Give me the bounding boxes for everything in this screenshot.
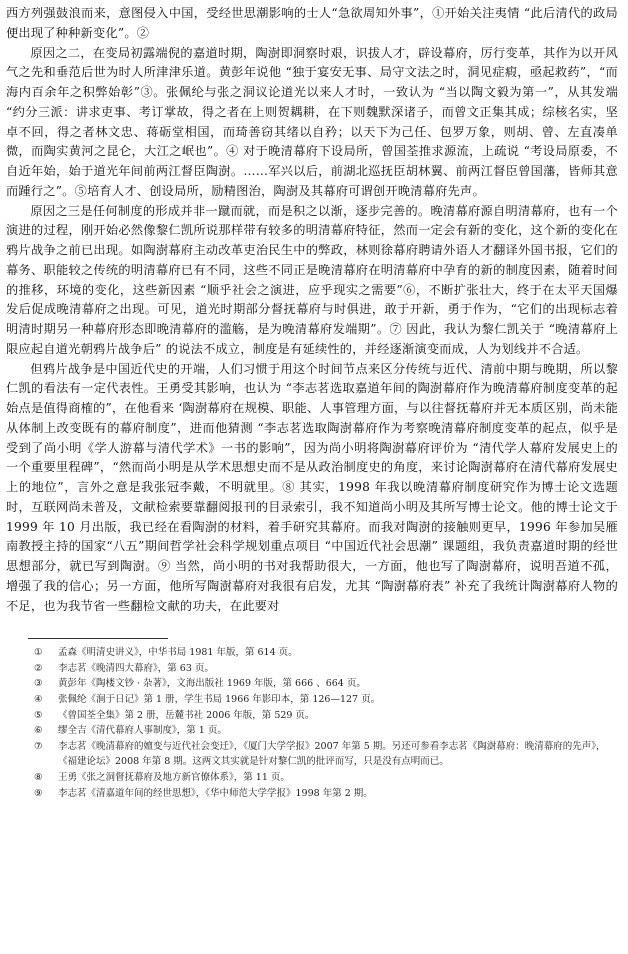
footnote-8 (34, 770, 618, 786)
footnote-5 (34, 708, 618, 724)
paragraph-3: 原因之三是任何制度的形成并非一蹴而就，而是积之以渐，逐步完善的。晚清幕府源自明清幕府，也有一个演进的过程，刚开始必然像黎仁凯所说那样带有较多的明清幕府特征，然而一定会有新的变化，这个新的变化在鸦片战争之前已出现。如陶澍幕府主动改革吏治民生中的弊政，林则徐幕府聘请外语人才翻译外国书报，它们的幕务、职能较之传统的明清幕府已有不同，这些不同正是晚清幕府在明清幕府中孕育的新的制度因素，随着时间的推移，环境的变化，这些新因素 “顺乎社会之演进，应乎现实之需要”⑥，不断扩张壮大，终于在太平天国爆发后促成晚清幕府之出现。可见，道光时期部分督抚幕府与时俱进，敢于开新，勇于作为，“它们的出现标志着明清时期另一种幕府形态即晚清幕府的滥觞，是为晚清幕府发端期”。⑦ 因此，我认为黎仁凯关于 “晚清幕府上限应起自道光朝鸦片战争后” 的说法不成立，制度是有延续性的，并经逐渐演变而成，人为划线并不合适。 (6, 203, 618, 356)
footnote-text: 李志茗《清嘉道年间的经世思想》，《华中师范大学学报》1998 年第 2 期。 (58, 787, 373, 799)
footnote-3 (34, 676, 618, 692)
paragraph-2: 原因之二，在变局初露端倪的嘉道时期，陶澍即洞察时艰，识拔人才，辟设幕府，厉行变革，其作为以开风气之先和垂范后世为时人所津津乐道。黄彭年说他 “独于宴安无事、局守文法之时，洞见症瘕，亟起救药”，“而海内百余年之积弊始彰”③。张佩纶与张之洞议论道光以来人才时，一致认为 “当以陶文毅为第一”，从其发端 “约分三派：讲求吏事、考订掌故，得之者在上则贺耦耕，在下则魏默深诸子，而曾文正集其成；综核名实，坚卓不回，得之者林文忠、蒋砺堂相国，而琦善窃其绪以自矜；以天下为己任、包罗万象，则胡、曾、左直凑单微，而陶实黄河之昆仑，大江之岷也”。④ 对于晚清幕府下设局所，曾国荃推求源流，上疏说 “考设局原委，不自近年始，始于道光年间前两江督臣陶澍。……军兴以后，前湖北巡抚臣胡林翼、前两江督臣曾国藩，皆师其意而踵行之”。⑤培育人才、创设局所，励精图治，陶澍及其幕府可谓创开晚清幕府先声。 (6, 45, 618, 198)
footnote-7 (34, 739, 618, 770)
footnote-number: ② (34, 662, 43, 674)
footnote-text: 李志茗《晚清幕府的嬗变与近代社会变迁》，《厦门大学学报》2007 年第 5 期。另还可参看李志茗《陶澍幕府：晚清幕府的先声》，《福建论坛》2008 年第 8 期。这两文其实就是针对黎仁凯的批评而写，只是没有点明而已。 (58, 740, 606, 768)
footnote-text: 缪全吉《清代幕府人事制度》，第 1 页。 (58, 725, 227, 737)
footnote-number: ③ (34, 678, 43, 690)
paragraph-1: 西方列强鼓浪而来，意图侵入中国，受经世思潮影响的士人“急欲周知外事”，①开始关注夷情 “此后清代的政局便出现了种种新变化”。② (6, 6, 618, 40)
footnote-text: 李志茗《晚清四大幕府》，第 63 页。 (58, 662, 214, 674)
footnote-number: ⑧ (34, 772, 43, 783)
footnote-text: 张佩纶《涧于日记》第 1 册，学生书局 1966 年影印本，第 126—127 页。 (58, 694, 381, 706)
footnote-text: 孟森《明清史讲义》，中华书局 1981 年版，第 614 页。 (58, 647, 298, 659)
footnotes (6, 645, 618, 801)
footnote-divider (28, 638, 168, 639)
footnote-9 (34, 786, 618, 802)
footnote-number: ④ (34, 694, 43, 706)
footnote-number: ⑦ (34, 740, 43, 752)
body-text (6, 4, 618, 616)
footnote-text: 黄彭年《陶楼文钞 · 杂著》，文海出版社 1969 年版，第 666 、664 页。 (58, 678, 366, 690)
footnote-6 (34, 723, 618, 739)
footnote-4 (34, 692, 618, 708)
footnote-1 (34, 645, 618, 661)
footnote-number: ⑥ (34, 725, 43, 737)
footnote-number: ⑨ (34, 787, 43, 799)
footnote-number: ⑤ (34, 709, 43, 721)
footnote-text: 《曾国荃全集》第 2 册，岳麓书社 2006 年版，第 529 页。 (58, 709, 315, 721)
footnote-number: ① (34, 647, 43, 659)
paragraph-4: 但鸦片战争是中国近代史的开端，人们习惯于用这个时间节点来区分传统与近代、清前中期与晚期，所以黎仁凯的看法有一定代表性。王勇受其影响，也认为 “李志茗选取嘉道年间的陶澍幕府作为晚清幕府制度变革的起始点是值得商榷的”，在他看来 ‘陶澍幕府在规模、职能、人事管理方面，与以往督抚幕府并无本质区别，尚未能从体制上改变既有的幕府制度”，进而他猜测 “李志茗选取陶澍幕府作为考察晚清幕府制度变革的起点，似乎是受到了尚小明《学人游幕与清代学术》一书的影响”，因为尚小明将陶澍幕府评价为 “清代学人幕府发展史上的一个重要里程碑”，“然而尚小明是从学术思想史而不是从政治制度史的角度，来讨论陶澍幕府在清代幕府发展史上的地位”，言外之意是我张冠李戴，不明就里。⑧ 其实，1998 年我以晚清幕府制度研究作为博士论文选题时，互联网尚未普及，文献检索要靠翻阅报刊的目录索引，我不知道尚小明及其所写博士论文。他的博士论文于 1999 年 10 月出版，我已经在看陶澍的材料，着手研究其幕府。而我对陶澍的接触则更早，1996 年参加吴雁南教授主持的国家“八五”期间哲学社会科学规划重点项目 “中国近代社会思潮” 课题组，我负责嘉道时期的经世思想部分，就已写到陶澍。⑨ 当然，尚小明的书对我帮助很大，一方面，他也写了陶澍幕府，说明吾道不孤，增强了我的信心；另一方面，他所写陶澍幕府对我很有启发，尤其 “陶澍幕府表” 补充了我统计陶澍幕府人物的不足，也为我节省一些翻检文献的功夫，在此要对 (6, 361, 618, 613)
footnote-text: 王勇《张之洞督抚幕府及地方新官僚体系》，第 11 页。 (58, 772, 290, 783)
footnote-2 (34, 661, 618, 677)
